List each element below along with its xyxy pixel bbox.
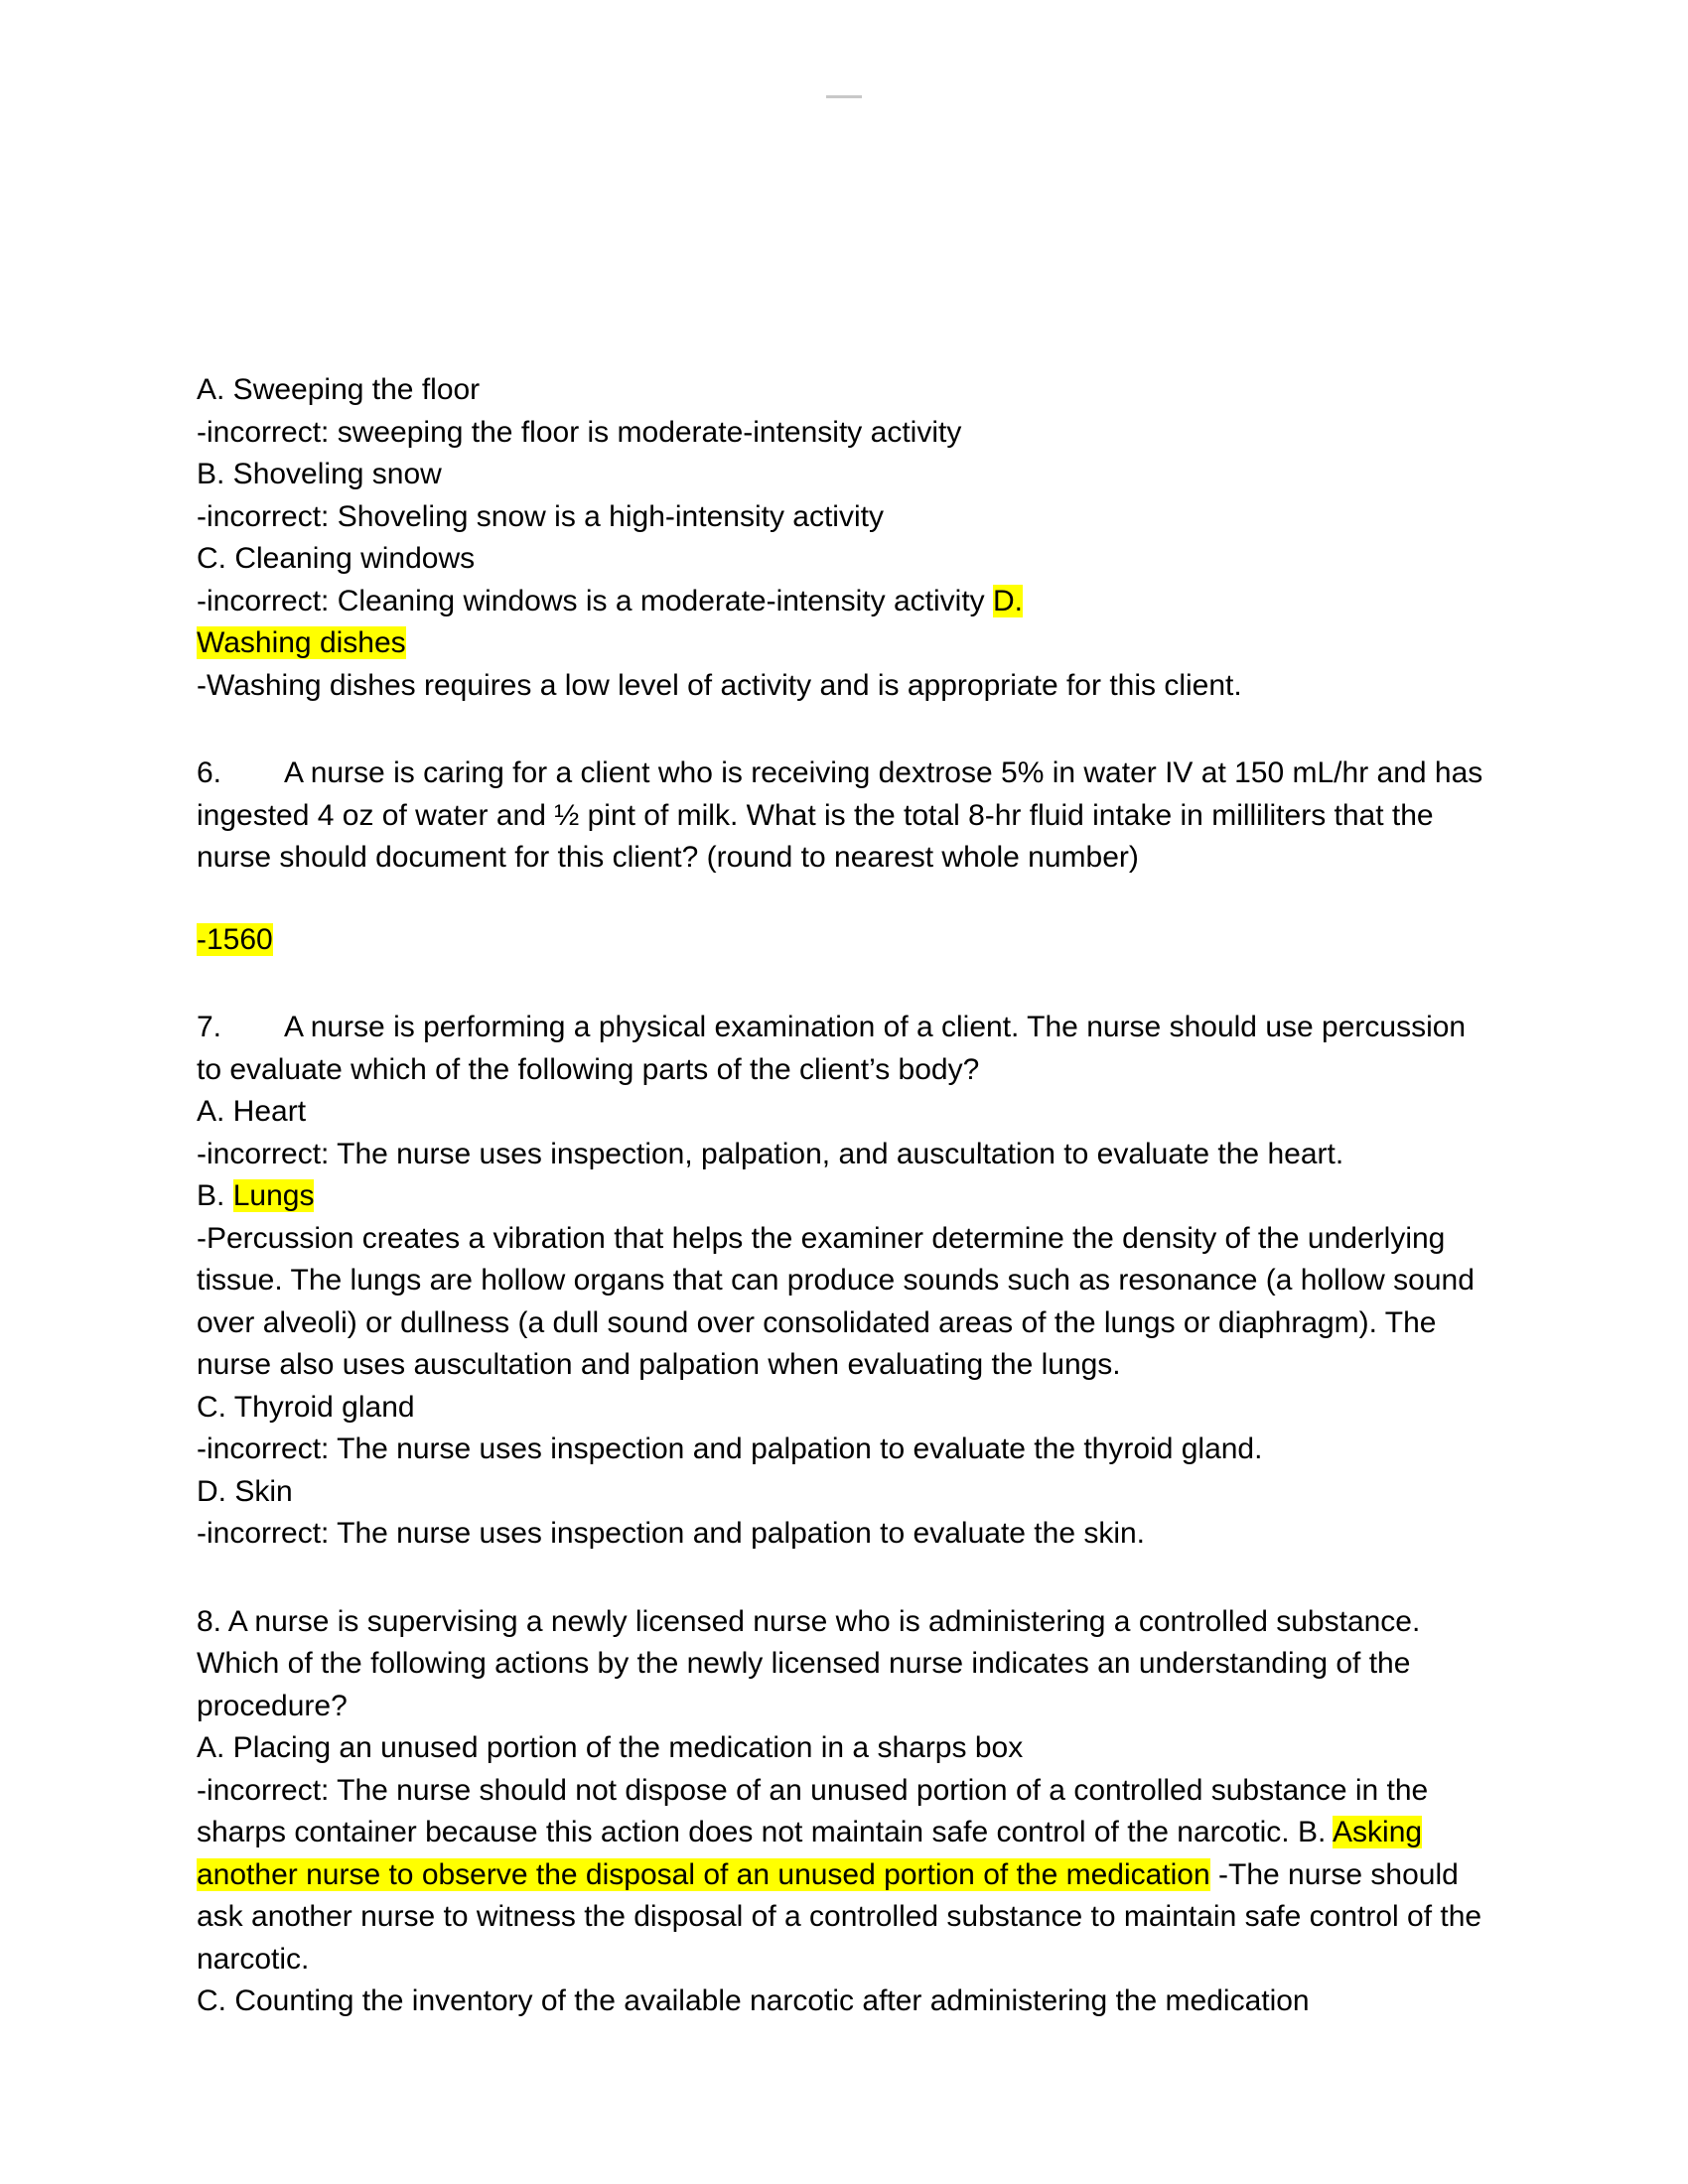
q5-rationale-c: -incorrect: Cleaning windows is a moderate-intensity activity [197, 584, 985, 617]
q8-question: 8. A nurse is supervising a newly licensed nurse who is administering a controlled substance. Which of the following actions by the newly licensed nurse indicates an understanding of the procedure? [197, 1604, 1421, 1722]
q7-rationale-d: -incorrect: The nurse uses inspection and palpation to evaluate the skin. [197, 1517, 1146, 1550]
q7-option-d: D. Skin [197, 1474, 293, 1508]
q6-answer: -1560 [197, 922, 273, 956]
q5-rationale-b: -incorrect: Shoveling snow is a high-intensity activity [197, 499, 884, 533]
q7-option-b: Lungs [232, 1179, 315, 1212]
q5-option-b: B. Shoveling snow [197, 458, 442, 490]
q6-answer-line [197, 919, 1487, 962]
q7-rationale-a: -incorrect: The nurse uses inspection, palpation, and auscultation to evaluate the heart. [197, 1137, 1344, 1170]
q7-option-b-line [197, 1175, 1487, 1218]
q5-option-a: A. Sweeping the floor [197, 373, 481, 406]
header-mark [826, 95, 862, 98]
q7-option-c: C. Thyroid gland [197, 1390, 415, 1424]
q5-option-d: Washing dishes [197, 626, 406, 659]
q8-option-c: C. Counting the inventory of the available narcotic after administering the medication [197, 1984, 1310, 2017]
q8-option-a: A. Placing an unused portion of the medication in a sharps box [197, 1731, 1024, 1764]
q7-rationale-c: -incorrect: The nurse uses inspection and palpation to evaluate the thyroid gland. [197, 1433, 1263, 1465]
q7-number: 7. [197, 1011, 222, 1043]
q7-option-b-letter: B. [197, 1179, 225, 1212]
q5-rationale-c-with-d [197, 581, 1487, 623]
q5-option-d-letter: D. [993, 584, 1023, 617]
q8-rationale-a-block [197, 1770, 1487, 1981]
q5-rationale-d: -Washing dishes requires a low level of activity and is appropriate for this client. [197, 668, 1242, 702]
q8-rationale-a: -incorrect: The nurse should not dispose of an unused portion of a controlled substance in the sharps container because this action does not maintain safe control of the narcotic. [197, 1773, 1429, 1848]
q5-option-c: C. Cleaning windows [197, 542, 476, 575]
document-body [197, 369, 1487, 2023]
q8-option-b-letter: B. [1297, 1816, 1327, 1848]
q7-rationale-b: -Percussion creates a vibration that helps the examiner determine the density of the underlying tissue. The lungs are hollow organs that can produce sounds such as resonance (a hollow sound over alveoli) or dullness (a dull sound over consolidated areas of the lungs or diaphragm). The nurse also uses auscultation and palpation when evaluating the lungs. [197, 1221, 1475, 1381]
q5-rationale-a: -incorrect: sweeping the floor is moderate-intensity activity [197, 415, 962, 449]
q7-question-block [197, 1007, 1487, 1091]
q8-rationale-b: -The nurse should ask another nurse to witness the disposal of a controlled substance to maintain safe control of the narcotic. [197, 1857, 1482, 1976]
q6-question: A nurse is caring for a client who is receiving dextrose 5% in water IV at 150 mL/hr and has ingested 4 oz of water and ½ pint of milk. What is the total 8-hr fluid intake in milliliters that the nurse should document for this client? (round to nearest whole number) [197, 756, 1483, 874]
q6-question-block [197, 752, 1487, 880]
q8-option-b: Asking another nurse to observe the disposal of an unused portion of the medication [197, 1816, 1423, 1891]
q7-question: A nurse is performing a physical examination of a client. The nurse should use percussion to evaluate which of the following parts of the client’s body? [197, 1011, 1467, 1086]
q6-number: 6. [197, 756, 222, 789]
q5-option-d-line [197, 622, 1487, 665]
q7-option-a: A. Heart [197, 1095, 307, 1128]
